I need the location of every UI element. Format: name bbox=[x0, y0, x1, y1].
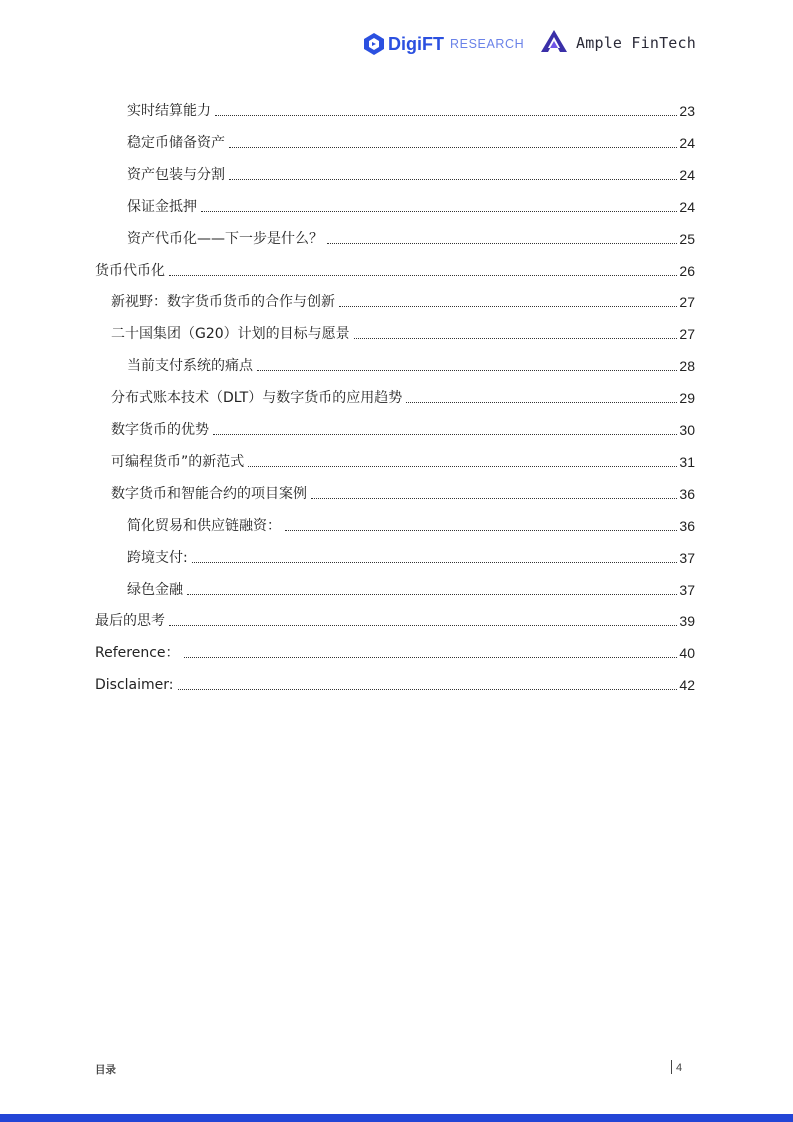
page-header bbox=[0, 28, 793, 62]
toc-entry-page: 25 bbox=[679, 230, 695, 247]
bottom-color-band bbox=[0, 1114, 793, 1122]
toc-entry[interactable] bbox=[111, 447, 695, 471]
toc-entry-title: 资产代币化——下一步是什么？ bbox=[127, 230, 323, 247]
toc-entry[interactable] bbox=[111, 415, 695, 439]
digift-research-logo bbox=[363, 30, 524, 58]
toc-entry[interactable] bbox=[111, 383, 695, 407]
toc-entry-page: 40 bbox=[679, 645, 695, 662]
page-number: 4 bbox=[676, 1062, 683, 1074]
toc-dot-leader bbox=[213, 434, 677, 435]
toc-entry[interactable] bbox=[127, 160, 695, 184]
toc-dot-leader bbox=[201, 211, 677, 212]
toc-entry-title: 新视野：数字货币货币的合作与创新 bbox=[111, 294, 335, 311]
ample-fintech-logo bbox=[540, 28, 696, 58]
toc-entry-page: 27 bbox=[679, 326, 695, 343]
toc-dot-leader bbox=[178, 689, 678, 690]
toc-dot-leader bbox=[248, 466, 677, 467]
toc-entry-title: 当前支付系统的痛点 bbox=[127, 358, 253, 375]
toc-dot-leader bbox=[229, 147, 677, 148]
toc-entry-title: 简化贸易和供应链融资： bbox=[127, 517, 281, 534]
toc-dot-leader bbox=[184, 657, 678, 658]
toc-entry-page: 24 bbox=[679, 166, 695, 183]
ample-logo-icon bbox=[540, 29, 568, 57]
toc-entry-title: Reference： bbox=[95, 645, 180, 662]
toc-entry-page: 27 bbox=[679, 294, 695, 311]
footer-section-label: 目录 bbox=[95, 1064, 116, 1076]
toc-dot-leader bbox=[257, 370, 677, 371]
toc-dot-leader bbox=[229, 179, 677, 180]
toc-entry-title: 二十国集团（G20）计划的目标与愿景 bbox=[111, 326, 350, 343]
footer-page-number bbox=[671, 1060, 682, 1074]
toc-entry-title: 实时结算能力 bbox=[127, 103, 211, 119]
toc-entry[interactable] bbox=[111, 319, 695, 343]
toc-entry[interactable] bbox=[95, 670, 695, 694]
toc-entry-page: 37 bbox=[679, 581, 695, 598]
toc-entry[interactable] bbox=[127, 224, 695, 248]
digift-logo-name: DigiFT bbox=[388, 33, 444, 54]
toc-entry-title: 资产包装与分割 bbox=[127, 166, 225, 183]
toc-entry[interactable] bbox=[127, 511, 695, 535]
toc-dot-leader bbox=[192, 562, 678, 563]
toc-entry[interactable] bbox=[127, 351, 695, 375]
toc-entry[interactable] bbox=[127, 543, 695, 567]
toc-entry-title: 数字货币和智能合约的项目案例 bbox=[111, 485, 307, 502]
toc-entry-page: 39 bbox=[679, 613, 695, 630]
toc-entry-page: 24 bbox=[679, 198, 695, 215]
toc-entry[interactable] bbox=[95, 256, 695, 280]
toc-entry-title: 分布式账本技术（DLT）与数字货币的应用趋势 bbox=[111, 390, 403, 407]
toc-entry[interactable] bbox=[127, 96, 695, 120]
toc-entry-title: Disclaimer: bbox=[95, 677, 174, 694]
toc-entry-title: 稳定币储备资产 bbox=[127, 134, 225, 151]
toc-entry-page: 23 bbox=[679, 103, 695, 119]
toc-entry-title: 货币代币化 bbox=[95, 262, 165, 279]
toc-entry-title: 跨境支付: bbox=[127, 549, 188, 566]
toc-entry-page: 31 bbox=[679, 453, 695, 470]
toc-dot-leader bbox=[285, 530, 677, 531]
toc-entry-title: 绿色金融 bbox=[127, 581, 183, 598]
toc-entry[interactable] bbox=[127, 128, 695, 152]
ample-logo-name: Ample FinTech bbox=[576, 34, 696, 52]
toc-entry[interactable] bbox=[127, 192, 695, 216]
toc-entry-page: 36 bbox=[679, 485, 695, 502]
toc-entry[interactable] bbox=[111, 479, 695, 503]
toc-entry-title: 最后的思考 bbox=[95, 613, 165, 630]
toc-dot-leader bbox=[406, 402, 677, 403]
toc-entry[interactable] bbox=[95, 606, 695, 630]
toc-dot-leader bbox=[339, 306, 677, 307]
toc-entry-page: 26 bbox=[679, 262, 695, 279]
toc-dot-leader bbox=[215, 115, 677, 116]
toc-entry-title: 数字货币的优势 bbox=[111, 422, 209, 438]
toc-dot-leader bbox=[327, 243, 677, 244]
toc-dot-leader bbox=[187, 594, 677, 595]
toc-dot-leader bbox=[311, 498, 677, 499]
toc-dot-leader bbox=[169, 275, 677, 276]
toc-entry-title: 可编程货币”的新范式 bbox=[111, 453, 245, 470]
digift-logo-tag: RESEARCH bbox=[450, 37, 525, 51]
toc-entry-page: 30 bbox=[679, 422, 695, 438]
footer-divider bbox=[671, 1060, 672, 1074]
toc-dot-leader bbox=[354, 338, 678, 339]
toc-entry[interactable] bbox=[95, 638, 695, 662]
toc-entry-page: 28 bbox=[679, 358, 695, 375]
toc-entry-page: 42 bbox=[679, 677, 695, 694]
toc-entry-page: 24 bbox=[679, 134, 695, 151]
toc-entry-page: 36 bbox=[679, 517, 695, 534]
toc-entry-page: 37 bbox=[679, 549, 695, 566]
digift-logo-icon bbox=[363, 32, 385, 56]
toc-entry-page: 29 bbox=[679, 390, 695, 407]
toc-entry-title: 保证金抵押 bbox=[127, 198, 197, 215]
toc-entry[interactable] bbox=[111, 287, 695, 311]
toc-dot-leader bbox=[169, 625, 677, 626]
toc-entry[interactable] bbox=[127, 575, 695, 599]
